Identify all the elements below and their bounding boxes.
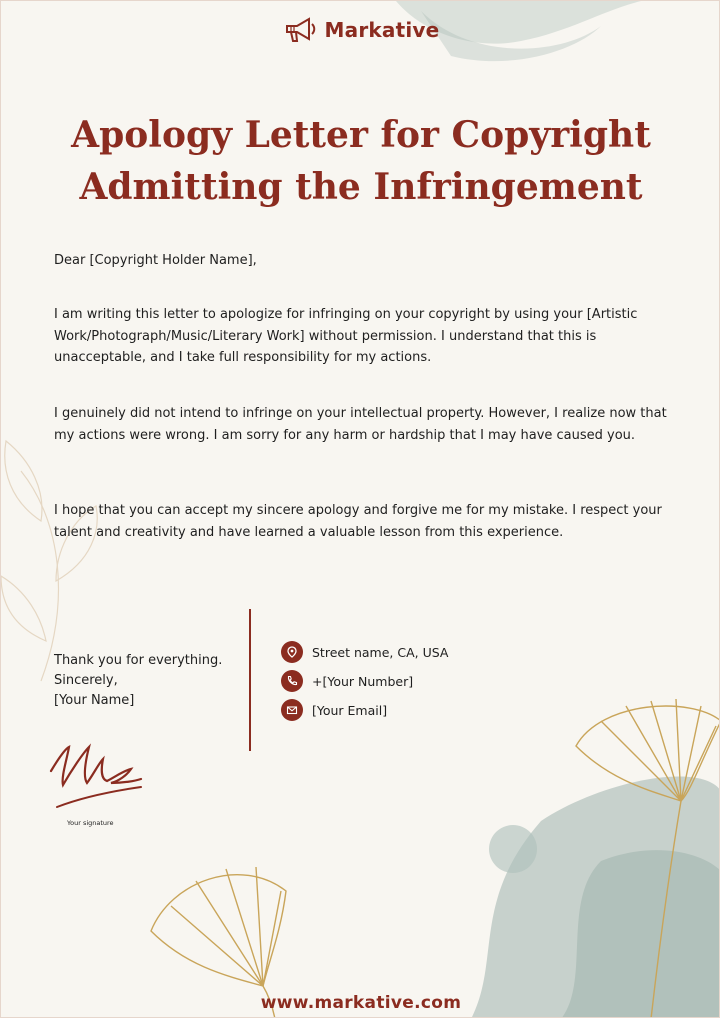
contact-phone-text: +[Your Number] [312,673,414,689]
title-line-1: Apology Letter for Copyright [71,114,651,156]
paragraph-3: I hope that you can accept my sincere apology and forgive me for my mistake. I respect your talent and creativity and have learned a valuable lesson from this experience. [54,503,662,540]
footer-website-link[interactable]: www.markative.com [260,993,462,1013]
contact-list [281,641,448,728]
closing-name: [Your Name] [54,693,135,708]
closing-thanks: Thank you for everything. [54,653,223,668]
contact-address-text: Street name, CA, USA [312,644,449,660]
closing-block [54,651,222,711]
contact-phone [281,670,448,692]
location-pin-icon [281,641,303,663]
brand-name: Markative [324,18,440,42]
closing-sign-off: Sincerely, [54,673,118,688]
salutation: Dear [Copyright Holder Name], [54,253,257,268]
handwritten-signature [43,741,153,811]
mail-icon [281,699,303,721]
page-title [1,109,720,213]
signature-label: Your signature [67,819,114,827]
contact-address [281,641,448,663]
contact-email-text: [Your Email] [312,702,388,718]
vertical-divider [249,609,251,751]
title-line-2: Admitting the Infringement [79,166,643,208]
contact-email [281,699,448,721]
paragraph-1: I am writing this letter to apologize for infringing on your copyright by using your [Artistic Work/Photograph/Music/Literary Work] without permission. I understand that this is unacceptable, and I take full responsibility for my actions. [54,307,638,365]
megaphone-logo-icon [283,15,319,45]
paragraph-2: I genuinely did not intend to infringe on your intellectual property. However, I realize now that my actions were wrong. I am sorry for any harm or hardship that I may have caused you. [54,406,667,443]
phone-icon [281,670,303,692]
brand-header [1,15,720,45]
